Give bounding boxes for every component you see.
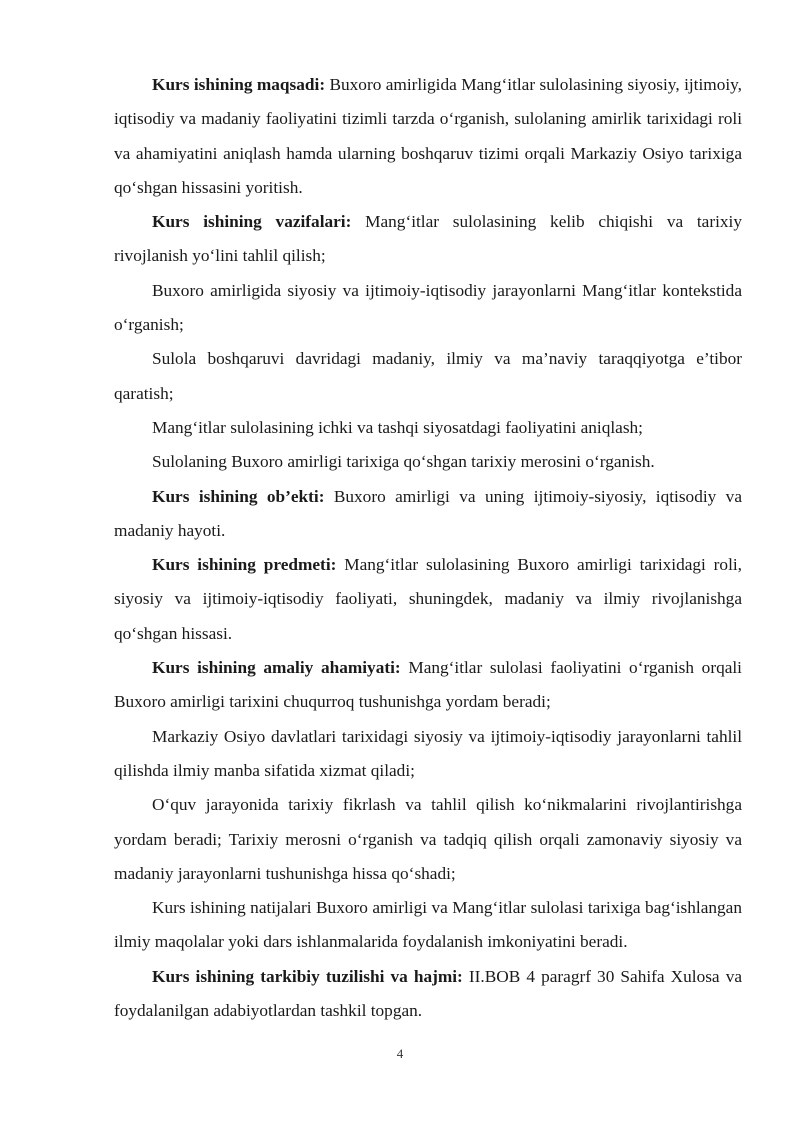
paragraph-significance-2 — [114, 720, 742, 789]
paragraph-task-3 — [114, 342, 742, 411]
paragraph-label: Kurs ishining maqsadi: — [152, 75, 326, 94]
document-page — [114, 68, 742, 1028]
paragraph-maqsadi — [114, 68, 742, 205]
paragraph-text: Sulolaning Buxoro amirligi tarixiga qo‘shgan tarixiy merosini o‘rganish. — [152, 452, 655, 472]
paragraph-task-4 — [114, 411, 742, 445]
page-number: 4 — [396, 1046, 404, 1061]
paragraph-vazifalari — [114, 205, 742, 274]
paragraph-label: Kurs ishining vazifalari: — [152, 212, 352, 232]
paragraph-text: Sulola boshqaruvi davridagi madaniy, ilmiy va ma’naviy taraqqiyotga e’tibor qaratish; — [114, 349, 742, 403]
paragraph-text: II.BOB 4 paragrf 30 Sahifa Xulosa va foydalanilgan adabiyotlardan tashkil topgan. — [114, 966, 742, 1021]
paragraph-text: Mang‘itlar sulolasining kelib chiqishi va tarixiy rivojlanish yo‘lini tahlil qilish; — [114, 212, 742, 266]
paragraph-label: Kurs ishining predmeti: — [152, 555, 337, 575]
paragraph-text: Mang‘itlar sulolasi faoliyatini o‘rganish orqali Buxoro amirligi tarixini chuqurroq tushunishga yordam beradi; — [114, 658, 742, 712]
paragraph-text: Markaziy Osiyo davlatlari tarixidagi siyosiy va ijtimoiy-iqtisodiy jarayonlarni tahlil qilishda ilmiy manba sifatida xizmat qiladi; — [114, 726, 742, 780]
paragraph-significance-3 — [114, 788, 742, 891]
paragraph-label: Kurs ishining ob’ekti: — [152, 486, 325, 506]
paragraph-text: Mang‘itlar sulolasining ichki va tashqi siyosatdagi faoliyatini aniqlash; — [152, 417, 643, 437]
paragraph-text: O‘quv jarayonida tarixiy fikrlash va tahlil qilish ko‘nikmalarini rivojlantirishga yordam beradi; Tarixiy merosni o‘rganish va tadqiq qilish orqali zamonaviy siyosiy va madaniy jarayonlarni tushunishga hissa qo‘shadi; — [114, 795, 742, 883]
paragraph-text: Buxoro amirligida Mang‘itlar sulolasining siyosiy, ijtimoiy, iqtisodiy va madaniy faoliyatini tizimli tarzda o‘rganish, sulolaning amirlik tarixidagi roli va ahamiyatini aniqlash hamda ularning boshqaruv tizimi orqali Markaziy Osiyo tarixiga qo‘shgan hissasini yoritish. — [114, 75, 742, 197]
paragraph-amaliy-ahamiyati — [114, 651, 742, 720]
paragraph-tarkibiy-tuzilishi — [114, 960, 742, 1029]
paragraph-task-5 — [114, 445, 742, 479]
paragraph-text: Kurs ishining natijalari Buxoro amirligi va Mang‘itlar sulolasi tarixiga bag‘ishlangan ilmiy maqolalar yoki dars ishlanmalarida foydalanish imkoniyatini beradi. — [114, 898, 742, 952]
paragraph-significance-4 — [114, 891, 742, 960]
paragraph-text: Mang‘itlar sulolasining Buxoro amirligi tarixidagi roli, siyosiy va ijtimoiy-iqtisodiy faoliyati, shuningdek, madaniy va ilmiy rivojlanishga qo‘shgan hissasi. — [114, 555, 742, 643]
paragraph-obekti — [114, 480, 742, 549]
paragraph-text: Buxoro amirligida siyosiy va ijtimoiy-iqtisodiy jarayonlarni Mang‘itlar kontekstida o‘rganish; — [114, 280, 742, 335]
paragraph-label: Kurs ishining tarkibiy tuzilishi va hajmi: — [152, 966, 463, 986]
paragraph-predmeti — [114, 548, 742, 651]
paragraph-task-2 — [114, 274, 742, 343]
paragraph-text: Buxoro amirligi va uning ijtimoiy-siyosiy, iqtisodiy va madaniy hayoti. — [114, 486, 742, 540]
paragraph-label: Kurs ishining amaliy ahamiyati: — [152, 658, 401, 678]
